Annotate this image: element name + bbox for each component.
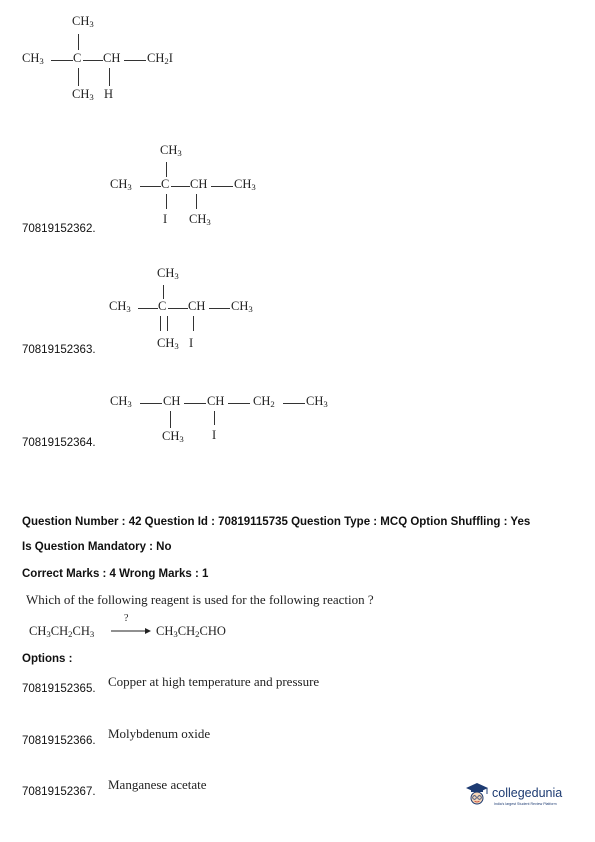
bond-line	[209, 308, 230, 309]
bond-line	[168, 308, 188, 309]
option-id: 70819152363.	[22, 344, 96, 356]
option-text: Molybdenum oxide	[108, 726, 211, 741]
option-text: Copper at high temperature and pressure	[108, 674, 320, 689]
option-id: 70819152366.	[22, 735, 96, 747]
options-label: Options :	[22, 653, 73, 665]
option-id: 70819152365.	[22, 683, 96, 695]
opt2-bottom-center: $CH_3$	[157, 336, 179, 351]
option-text: Manganese acetate	[108, 777, 207, 792]
struct-a-middle: CH	[103, 51, 121, 65]
opt2-top: $CH_3$	[157, 266, 179, 281]
struct-a-right: $CH_2I$	[147, 51, 173, 66]
opt2-center: C	[158, 299, 167, 313]
bond-line	[83, 60, 103, 61]
opt1-bottom-middle: $CH_3$	[189, 212, 211, 227]
bond-line	[228, 403, 250, 404]
opt2-right: $CH_3$	[231, 299, 253, 314]
option-id: 70819152367.	[22, 786, 96, 798]
opt3-c5: $CH_3$	[306, 394, 328, 409]
opt1-center: C	[161, 177, 170, 191]
bond-line	[193, 316, 194, 331]
opt3-c2: CH	[163, 394, 181, 408]
reactant: $CH_3CH_2CH_3$	[29, 624, 95, 639]
bond-line	[78, 34, 79, 50]
question-text: Which of the following reagent is used for the following reaction ?	[26, 592, 374, 607]
bond-line	[51, 60, 73, 61]
bond-line	[171, 186, 190, 187]
product: $CH_3CH_2CHO$	[156, 624, 226, 639]
struct-a-top: $CH_3$	[72, 14, 94, 29]
struct-a-left: $CH_3$	[22, 51, 44, 66]
bond-line	[211, 186, 233, 187]
opt2-bottom-middle: I	[189, 336, 194, 350]
struct-a-bottom-middle: H	[104, 87, 114, 101]
bond-line	[138, 308, 158, 309]
option-id: 70819152362.	[22, 223, 96, 235]
bond-line	[196, 194, 197, 209]
struct-a-center: C	[73, 51, 82, 65]
opt3-c1: $CH_3$	[110, 394, 132, 409]
graduate-icon	[463, 780, 491, 808]
logo-name: collegedunia	[492, 786, 563, 800]
bond-line	[109, 68, 110, 86]
opt3-sub-c2: $CH_3$	[162, 429, 184, 444]
bond-line	[214, 411, 215, 425]
question-header: Question Number : 42 Question Id : 70819115735 Question Type : MCQ Option Shuffling : Yes	[22, 516, 531, 528]
bond-line	[140, 186, 161, 187]
opt1-right: $CH_3$	[234, 177, 256, 192]
opt1-bottom-center: I	[163, 212, 168, 226]
reaction-arrow-icon	[110, 626, 152, 636]
opt1-left: $CH_3$	[110, 177, 132, 192]
opt3-c3: CH	[207, 394, 225, 408]
opt3-sub-c3: I	[212, 428, 217, 442]
bond-line	[78, 68, 79, 86]
arrow-label: ?	[124, 613, 129, 624]
bond-line	[166, 162, 167, 177]
bond-line	[124, 60, 146, 61]
bond-line	[163, 285, 164, 299]
bond-line	[170, 411, 171, 428]
struct-a-bottom-center: $CH_3$	[72, 87, 94, 102]
bond-line	[166, 194, 167, 209]
question-marks: Correct Marks : 4 Wrong Marks : 1	[22, 568, 209, 580]
opt1-middle: CH	[190, 177, 208, 191]
opt3-c4: $CH_2$	[253, 394, 275, 409]
opt2-middle: CH	[188, 299, 206, 313]
opt2-left: $CH_3$	[109, 299, 131, 314]
logo-tagline: India's largest Student Review Platform	[494, 802, 557, 806]
bond-line	[140, 403, 162, 404]
question-mandatory: Is Question Mandatory : No	[22, 541, 172, 553]
bond-line	[160, 316, 161, 331]
bond-line	[283, 403, 305, 404]
bond-line	[167, 316, 168, 331]
bond-line	[184, 403, 206, 404]
opt1-top: $CH_3$	[160, 143, 182, 158]
option-id: 70819152364.	[22, 437, 96, 449]
